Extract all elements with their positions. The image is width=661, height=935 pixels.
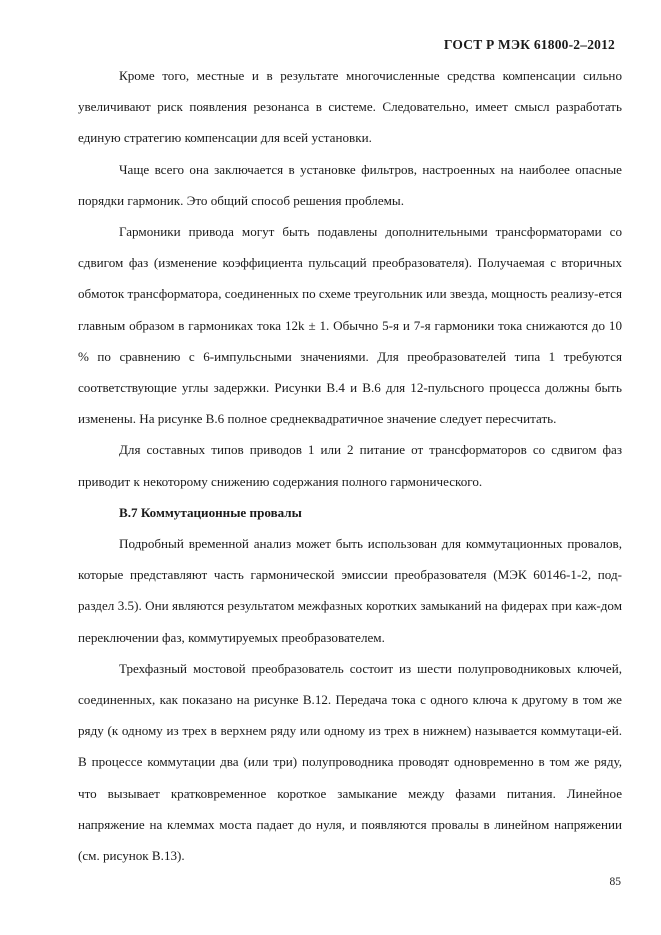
paragraph-composite-drives: Для составных типов приводов 1 или 2 питание от трансформаторов со сдвигом фаз приводит к некоторому снижению содержания полного гармонического. bbox=[78, 442, 622, 489]
paragraph-phase-shift-transformers: Гармоники привода могут быть подавлены дополнительными трансформаторами со сдвигом фаз (изменение коэффициента пульсаций преобразователя). Получаемая с вторичных обмоток трансформатора, соединенных по схеме треугольник или звезда, мощность реализу-ется главным образом в гармониках тока 12k ± 1. Обычно 5-я и 7-я гармоники тока снижаются до 10 % по сравнению с 6-импульсными значениями. Для преобразователей типа 1 требуются соответствующие углы задержки. Рисунки В.4 и В.6 для 12-пульсного процесса должны быть изменены. На рисунке В.6 полное среднеквадратичное значение следует пересчитать. bbox=[78, 224, 622, 427]
document-header: ГОСТ Р МЭК 61800-2–2012 bbox=[443, 37, 615, 52]
paragraph-compensation-risk: Кроме того, местные и в результате многочисленные средства компенсации сильно увеличивают риск появления резонанса в системе. Следовательно, имеет смысл разработать единую стратегию компенсации для всей установки. bbox=[78, 68, 622, 146]
page-body bbox=[78, 60, 622, 871]
paragraph-bridge-converter: Трехфазный мостовой преобразователь состоит из шести полупроводниковых ключей, соединенных, как показано на рисунке В.12. Передача тока с одного ключа к другому в том же ряду (к одному из трех в верхнем ряду или одному из трех в нижнем) называется коммутаци-ей. В процессе коммутации два (или три) полупроводника проводят одновременно в том же ряду, что вызывает кратковременное короткое замыкание между фазами питания. Линейное напряжение на клеммах моста падает до нуля, и появляются провалы в линейном напряжении (см. рисунок В.13). bbox=[78, 660, 622, 864]
paragraph-filters: Чаще всего она заключается в установке фильтров, настроенных на наиболее опасные порядки гармоник. Это общий способ решения проблемы. bbox=[78, 161, 622, 208]
paragraph-time-analysis: Подробный временной анализ может быть использован для коммутационных провалов, которые представляют часть гармонической эмиссии преобразователя (МЭК 60146-1-2, под-раздел 3.5). Они являются результатом межфазных коротких замыканий на фидерах при каж-дом переключении фаз, коммутируемых преобразователем. bbox=[78, 536, 622, 645]
section-heading: В.7 Коммутационные провалы bbox=[119, 504, 302, 520]
page-number: 85 bbox=[609, 876, 621, 888]
